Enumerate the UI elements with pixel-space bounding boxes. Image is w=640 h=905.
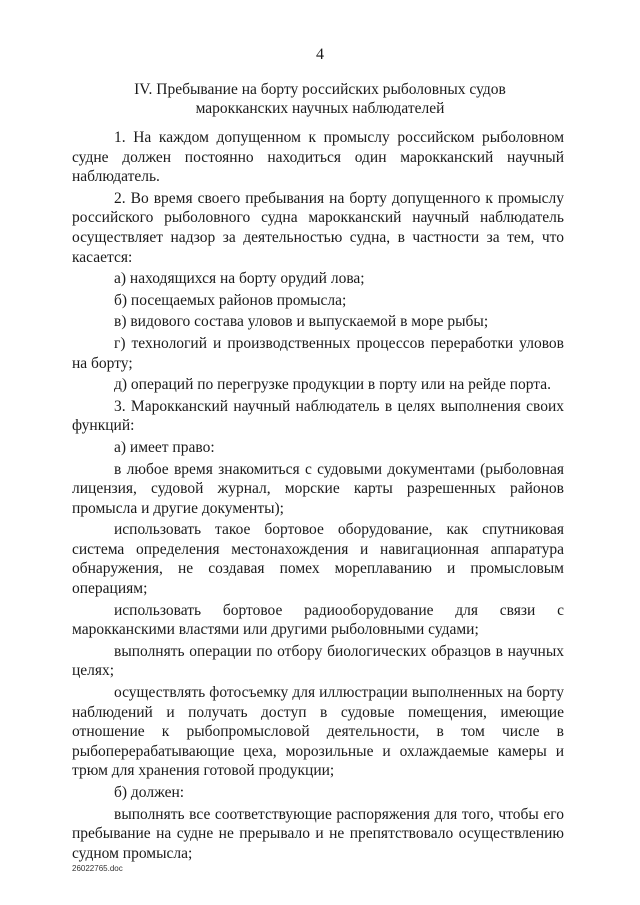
document-body xyxy=(72,128,564,863)
document-filename: 26022765.doc xyxy=(72,864,123,873)
subclause-a-heading: а) имеет право: xyxy=(114,438,215,456)
section-heading-line-1: IV. Пребывание на борту российских рыболовных судов xyxy=(134,81,506,98)
duty-orders: выполнять все соответствующие распоряжения для того, чтобы его пребывание на судне не прерывало и не препятствовало осуществлению судном промысла; xyxy=(72,805,564,862)
list-item-d: д) операций по перегрузке продукции в порту или на рейде порта. xyxy=(114,376,552,394)
right-documents: в любое время знакомиться с судовыми документами (рыболовная лицензия, судовой журнал, морские карты разрешенных районов промысла и другие документы); xyxy=(72,460,564,517)
right-equipment: использовать такое бортовое оборудование, как спутниковая система определения местонахождения и навигационная аппаратура обнаружения, не создавая помех мореплаванию и промысловым операциям; xyxy=(72,521,564,598)
list-item-v: в) видового состава уловов и выпускаемой в море рыбы; xyxy=(114,313,489,331)
paragraph-3: 3. Марокканский научный наблюдатель в целях выполнения своих функций: xyxy=(72,397,564,435)
section-heading-line-2: марокканских научных наблюдателей xyxy=(195,100,445,117)
section-heading xyxy=(0,80,640,118)
right-photography: осуществлять фотосъемку для иллюстрации выполненных на борту наблюдений и получать доступ в судовые помещения, имеющие отношение к рыбопромысловой деятельности, в том числе в рыбоперерабатывающие цеха, морозильные и охлаждаемые камеры и трюм для хранения готовой продукции; xyxy=(72,684,564,780)
paragraph-1: 1. На каждом допущенном к промыслу российском рыболовном судне должен постоянно находиться один марокканский научный наблюдатель. xyxy=(72,129,564,186)
paragraph-2: 2. Во время своего пребывания на борту допущенного к промыслу российского рыболовного судна марокканский научный наблюдатель осуществляет надзор за деятельностью судна, в частности за тем, что касается: xyxy=(72,189,564,266)
page-number: 4 xyxy=(316,46,324,63)
right-radio: использовать бортовое радиооборудование для связи с марокканскими властями или другими рыболовными судами; xyxy=(72,601,564,639)
list-item-a: а) находящихся на борту орудий лова; xyxy=(114,270,365,288)
list-item-g: г) технологий и производственных процессов переработки уловов на борту; xyxy=(72,334,564,372)
right-samples: выполнять операции по отбору биологических образцов в научных целях; xyxy=(72,642,564,680)
subclause-b-heading: б) должен: xyxy=(114,784,185,801)
list-item-b: б) посещаемых районов промысла; xyxy=(114,291,347,309)
